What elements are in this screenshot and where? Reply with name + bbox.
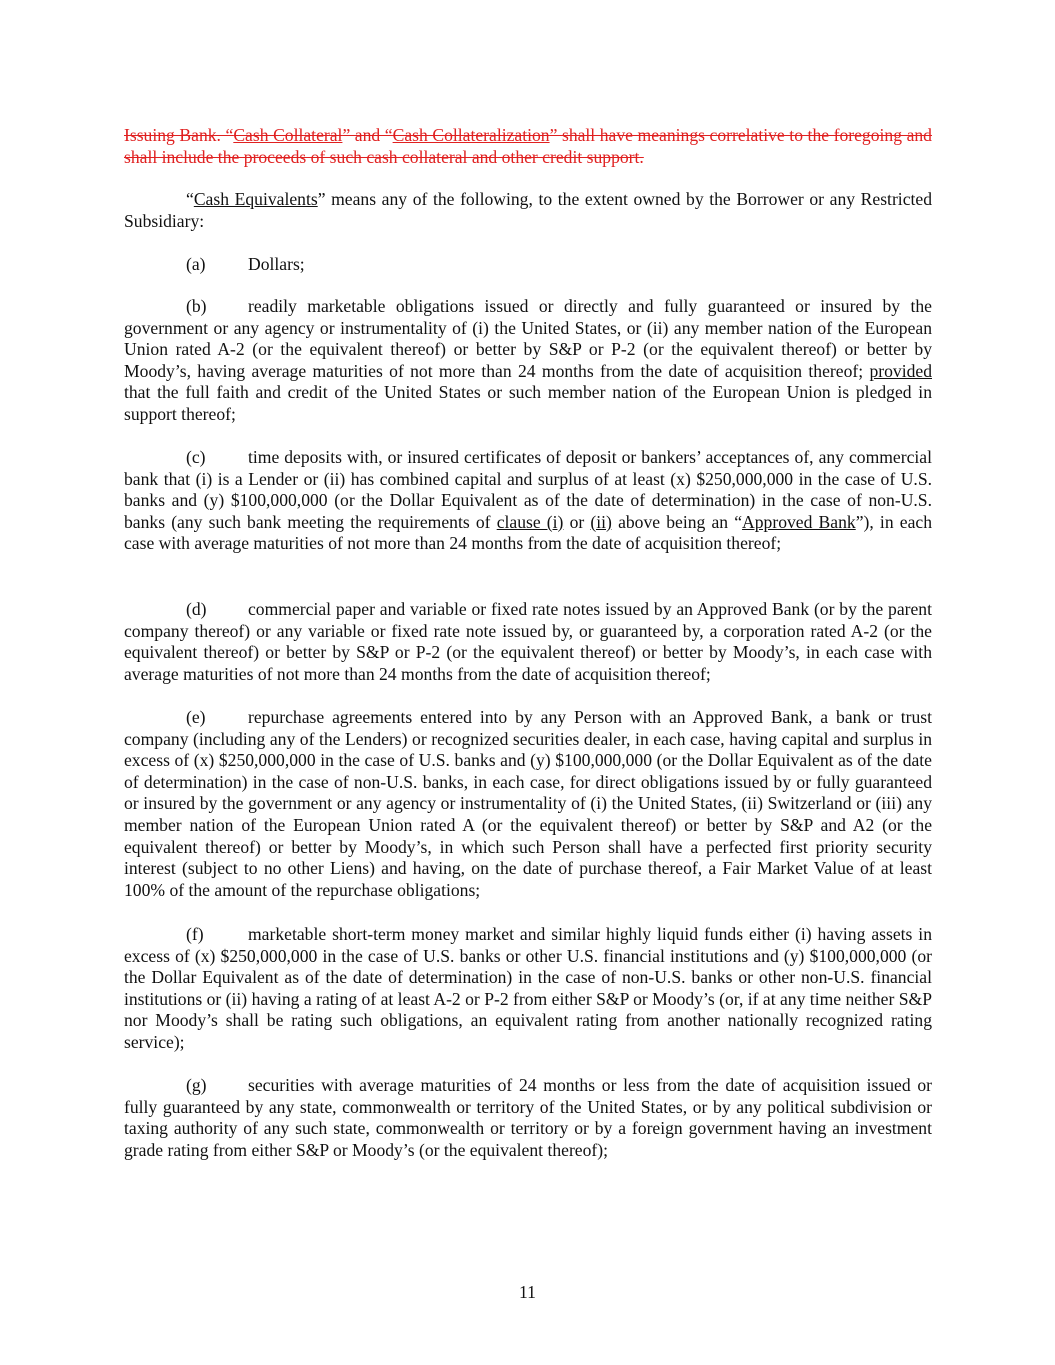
- clause-d: (d) commercial paper and variable or fixed rate notes issued by an Approved Bank (or by the parent company thereof) or any variable or fixed rate note issued by, or guaranteed by, a corporation rated A-2 (or the equivalent thereof) or better by S&P or P-2 (or the equivalent thereof) or better by Moody’s, in each case with average maturities of not more than 24 months from the date of acquisition thereof;: [124, 599, 932, 684]
- clause-c: (c) time deposits with, or insured certificates of deposit or bankers’ acceptances of, any commercial bank that (i) is a Lender or (ii) has combined capital and surplus of at least (x) $250,000,000 in the case of U.S. banks and (y) $100,000,000 (or the Dollar Equivalent as of the date of determination) in the case of non-U.S. banks (any such bank meeting the requirements of clause (i) or (ii) above being an “Approved Bank”), in each case with average maturities of not more than 24 months from the date of acquisition thereof;: [124, 447, 932, 554]
- ref-clause-ii: (ii): [590, 511, 612, 532]
- clause-g-label: (g): [186, 1075, 207, 1095]
- clause-d-label: (d): [186, 599, 207, 619]
- clause-b: (b) readily marketable obligations issued or directly and fully guaranteed or insured by the government or any agency or instrumentality of (i) the United States, or (ii) any member nation of the European Union rated A-2 (or the equivalent thereof) or better by S&P or P-2 (or the equivalent thereof) or better by Moody’s, having average maturities of not more than 24 months from the date of acquisition thereof; provided that the full faith and credit of the United States or such member nation of the European Union is pledged in support thereof;: [124, 296, 932, 424]
- clause-e: (e) repurchase agreements entered into by any Person with an Approved Bank, a bank or trust company (including any of the Lenders) or recognized securities dealer, in each case, having capital and surplus in excess of (x) $250,000,000 in the case of U.S. banks and (y) $100,000,000 (or the Dollar Equivalent as of the date of determination) in the case of non-U.S. banks, in each case, for direct obligations issued by or fully guaranteed or insured by the government or any agency or instrumentality of (i) the United States, (ii) Switzerland or (iii) any member nation of the European Union rated A (or the equivalent thereof) or better by S&P and A2 (or the equivalent thereof) or better by Moody’s, in which such Person shall have a perfected first priority security interest (subject to no other Liens) and having, on the date of purchase thereof, a Fair Market Value of at least 100% of the amount of the repurchase obligations;: [124, 707, 932, 900]
- term-cash-equivalents: Cash Equivalents: [193, 189, 318, 209]
- clause-g: (g) securities with average maturities of 24 months or less from the date of acquisition issued or fully guaranteed by any state, commonwealth or territory of the United States, or by any political subdivision or taxing authority of any such state, commonwealth or territory or by a foreign government having an investment grade rating from either S&P or Moody’s (or the equivalent thereof);: [124, 1075, 932, 1160]
- term-provided: provided: [869, 360, 932, 381]
- term-cash-collateralization: Cash Collateralization: [392, 125, 550, 145]
- clause-a-label: (a): [186, 254, 206, 274]
- clause-a: (a) Dollars;: [186, 254, 305, 274]
- term-approved-bank: Approved Bank: [742, 511, 856, 532]
- deleted-cash-collateral-paragraph: Issuing Bank. “Cash Collateral” and “Cash Collateralization” shall have meanings correlative to the foregoing and shall include the proceeds of such cash collateral and other credit support.: [124, 125, 932, 167]
- term-cash-collateral: Cash Collateral: [233, 125, 343, 145]
- clause-e-label: (e): [186, 707, 206, 727]
- clause-c-label: (c): [186, 447, 206, 467]
- ref-clause-i: clause (i): [496, 511, 564, 532]
- clause-f-label: (f): [186, 924, 204, 944]
- clause-b-label: (b): [186, 296, 207, 316]
- definition-cash-equivalents: “Cash Equivalents” means any of the following, to the extent owned by the Borrower or any Restricted Subsidiary:: [124, 189, 932, 231]
- page-number: 11: [519, 1282, 536, 1302]
- clause-f: (f) marketable short-term money market and similar highly liquid funds either (i) having assets in excess of (x) $250,000,000 in the case of U.S. banks or other U.S. financial institutions and (y) $100,000,000 (or the Dollar Equivalent as of the date of determination) in the case of non-U.S. banks or other non-U.S. financial institutions or (ii) having a rating of at least A-2 or P-2 from either S&P or Moody’s (or, if at any time neither S&P nor Moody’s shall be rating such obligations, an equivalent rating from another nationally recognized rating service);: [124, 924, 932, 1052]
